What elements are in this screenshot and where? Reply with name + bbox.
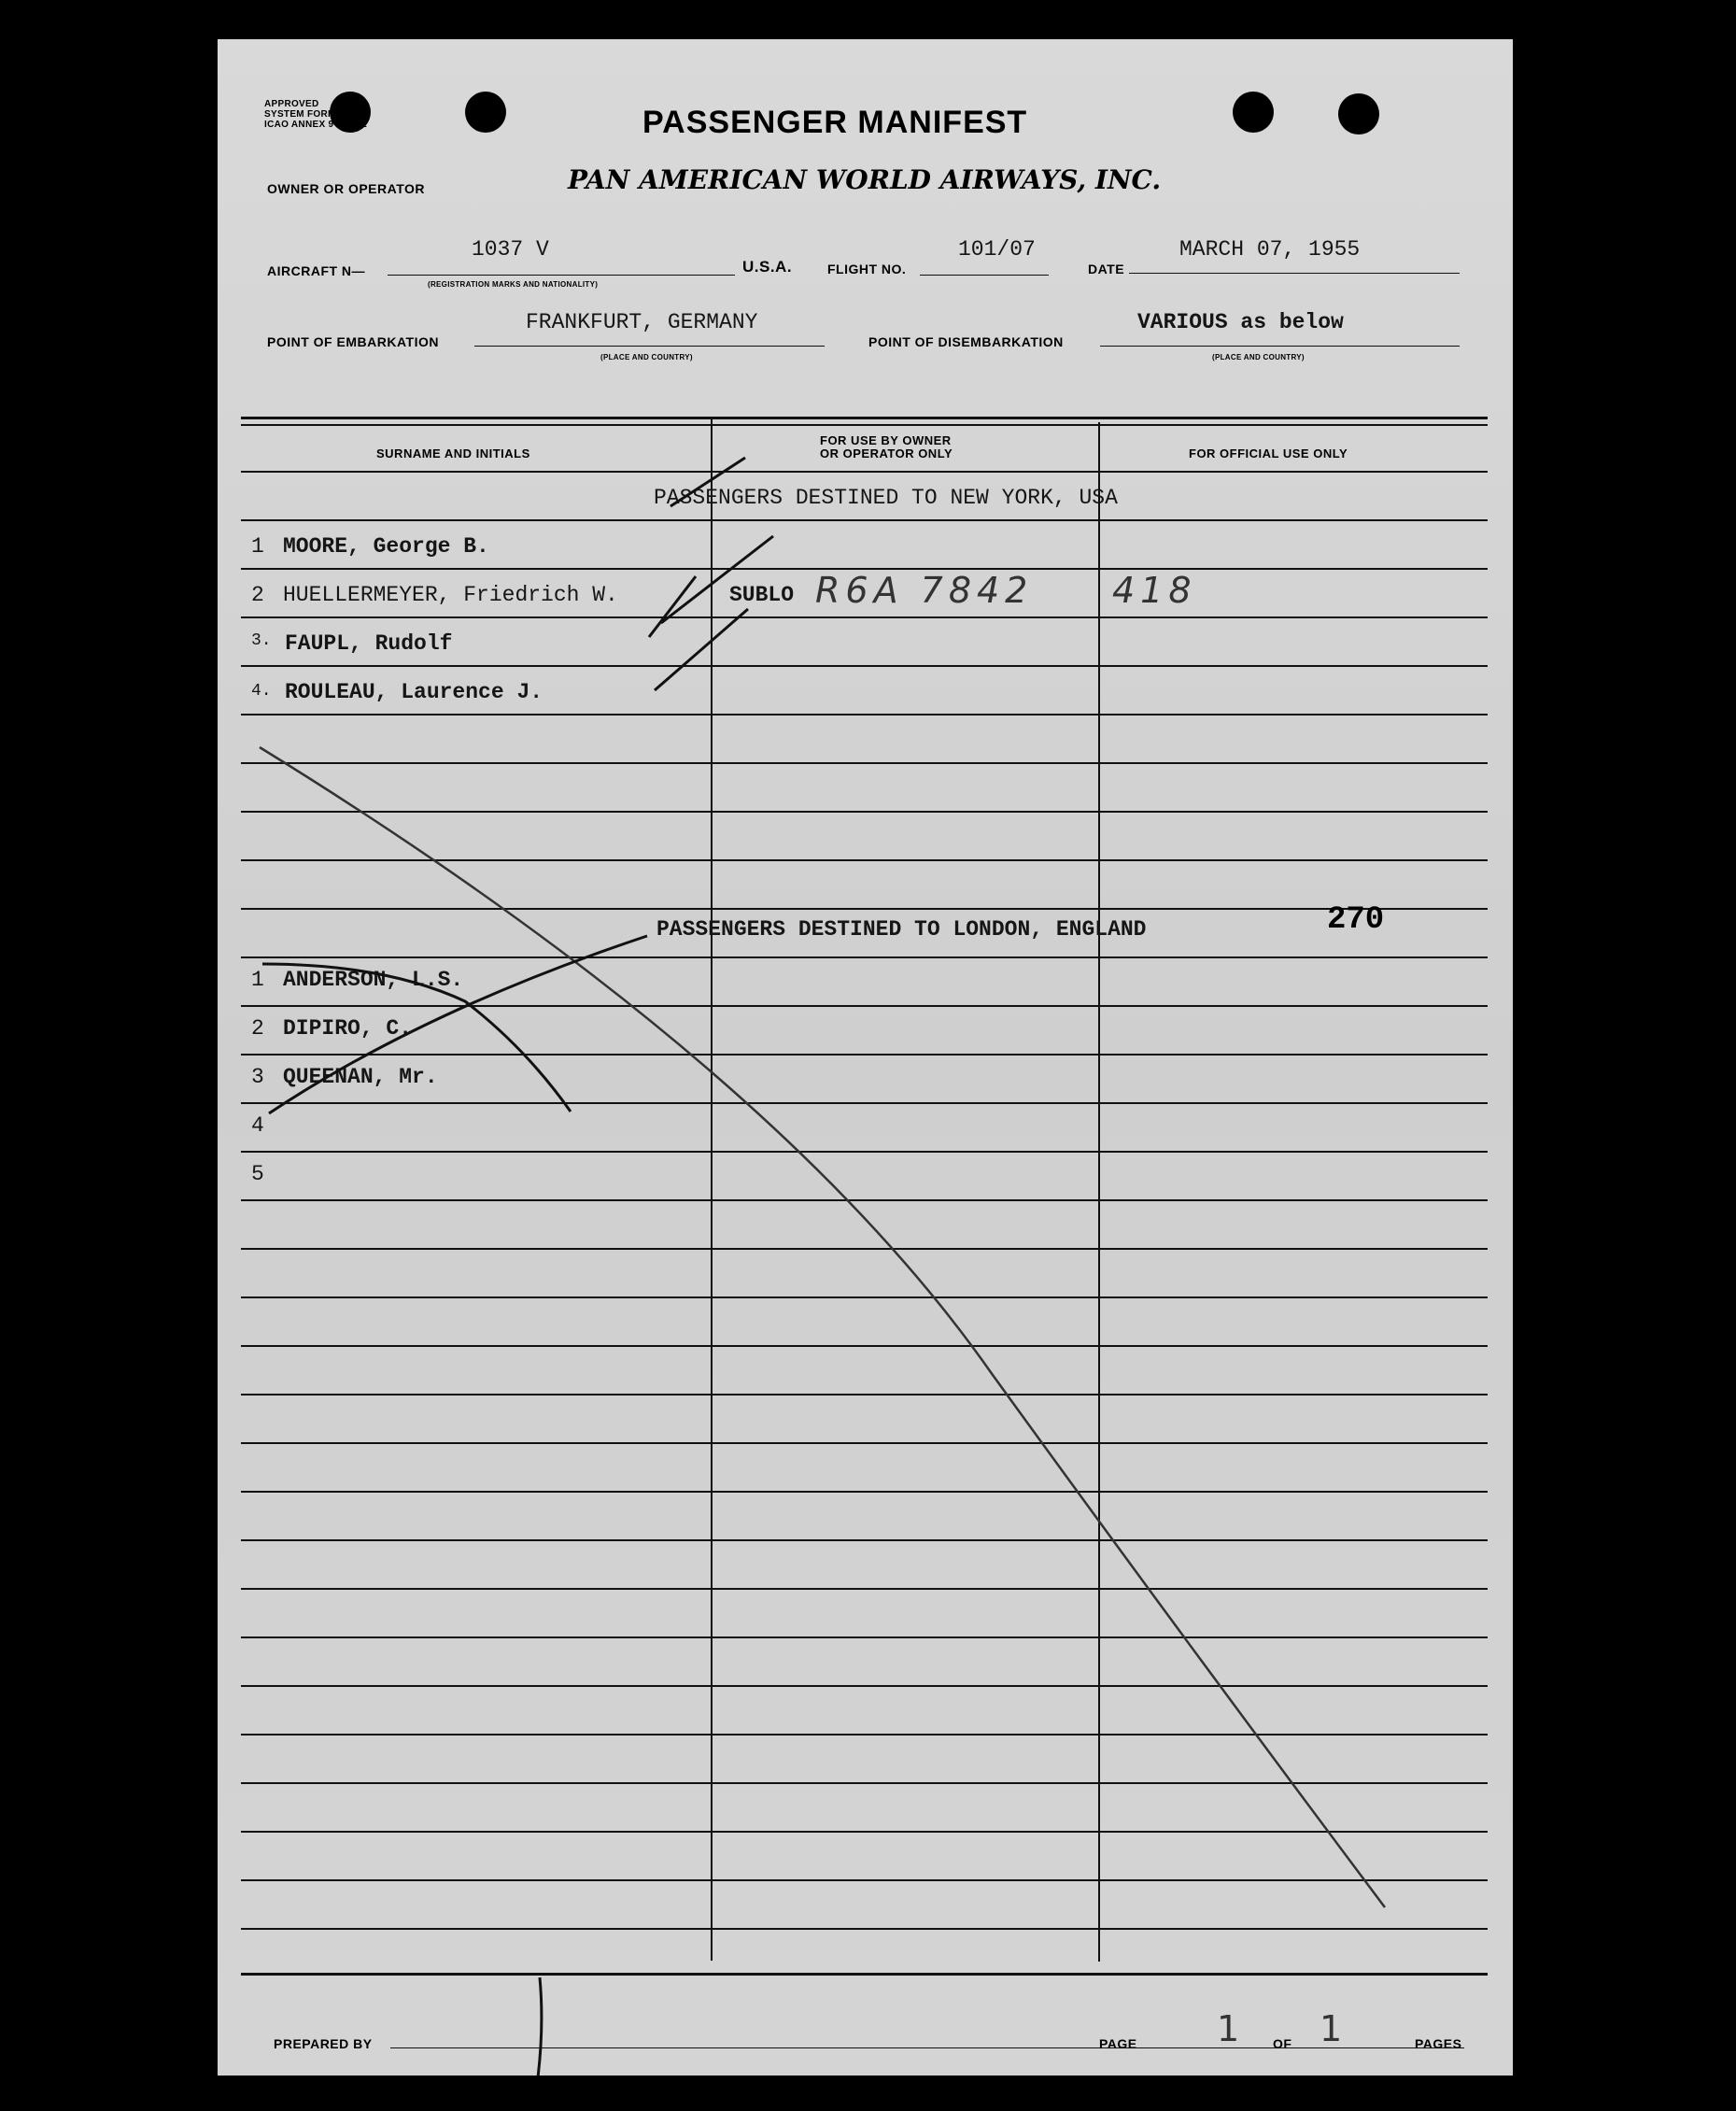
aircraft-label: AIRCRAFT N— bbox=[267, 263, 366, 278]
approval-line: SYSTEM FORM bbox=[264, 109, 336, 120]
passenger-name: QUEENAN, Mr. bbox=[283, 1065, 438, 1089]
owner-note: SUBLO bbox=[729, 583, 795, 607]
approval-line: APPROVED bbox=[264, 99, 319, 109]
passenger-name: ANDERSON, L.S. bbox=[283, 968, 464, 992]
registration-caption: (REGISTRATION MARKS AND NATIONALITY) bbox=[428, 280, 599, 289]
row-number: 1 bbox=[251, 534, 264, 559]
embark-value: FRANKFURT, GERMANY bbox=[526, 310, 758, 334]
date-value: MARCH 07, 1955 bbox=[1179, 237, 1361, 262]
section-heading-ny: PASSENGERS DESTINED TO NEW YORK, USA bbox=[654, 486, 1118, 510]
of-label: OF bbox=[1273, 2036, 1292, 2051]
row-number: 1 bbox=[251, 968, 264, 992]
page-title: PASSENGER MANIFEST bbox=[642, 105, 1028, 140]
aircraft-value: 1037 V bbox=[472, 237, 549, 262]
embark-label: POINT OF EMBARKATION bbox=[267, 334, 439, 349]
row-number: 5 bbox=[251, 1162, 264, 1186]
pages-label: PAGES bbox=[1415, 2036, 1462, 2051]
row-number: 2 bbox=[251, 583, 264, 607]
passenger-name: FAUPL, Rudolf bbox=[285, 631, 453, 656]
row-number: 3 bbox=[251, 1065, 264, 1089]
disembark-caption: (PLACE AND COUNTRY) bbox=[1212, 353, 1305, 361]
operator-name: PAN AMERICAN WORLD AIRWAYS, INC. bbox=[568, 164, 1162, 195]
disembark-label: POINT OF DISEMBARKATION bbox=[868, 334, 1064, 349]
owner-handwritten-note: R6A 7842 bbox=[815, 570, 1034, 611]
row-number: 4. bbox=[251, 682, 272, 701]
stamp-number: 270 bbox=[1327, 902, 1385, 938]
official-note: 418 bbox=[1112, 570, 1197, 611]
manifest-page bbox=[218, 39, 1513, 2076]
passenger-name: MOORE, George B. bbox=[283, 534, 489, 559]
col-surname-header: SURNAME AND INITIALS bbox=[376, 446, 530, 460]
date-label: DATE bbox=[1088, 262, 1125, 276]
passenger-name: DIPIRO, C. bbox=[283, 1016, 413, 1041]
pages-value: 1 bbox=[1320, 2008, 1348, 2049]
usa-label: U.S.A. bbox=[742, 258, 793, 276]
disembark-value: VARIOUS as below bbox=[1137, 310, 1344, 334]
col-official-header: FOR OFFICIAL USE ONLY bbox=[1189, 446, 1348, 460]
col-owner-header: FOR USE BY OWNER bbox=[820, 433, 952, 447]
flight-value: 101/07 bbox=[958, 237, 1036, 262]
section-heading-london: PASSENGERS DESTINED TO LONDON, ENGLAND bbox=[656, 917, 1147, 942]
passenger-name: ROULEAU, Laurence J. bbox=[285, 680, 543, 704]
page-label: PAGE bbox=[1099, 2036, 1137, 2051]
row-number: 3. bbox=[251, 631, 272, 650]
owner-label: OWNER OR OPERATOR bbox=[267, 181, 425, 196]
row-number: 2 bbox=[251, 1016, 264, 1041]
prepared-label: PREPARED BY bbox=[274, 2036, 373, 2051]
embark-caption: (PLACE AND COUNTRY) bbox=[600, 353, 693, 361]
approval-line: ICAO ANNEX 9-APP. 2 bbox=[264, 120, 368, 130]
flight-label: FLIGHT NO. bbox=[827, 262, 907, 276]
passenger-name: HUELLERMEYER, Friedrich W. bbox=[283, 583, 618, 607]
row-number: 4 bbox=[251, 1113, 264, 1138]
pen-marks bbox=[218, 39, 1513, 2076]
page-value: 1 bbox=[1217, 2008, 1246, 2049]
col-owner-header-2: OR OPERATOR ONLY bbox=[820, 446, 953, 460]
